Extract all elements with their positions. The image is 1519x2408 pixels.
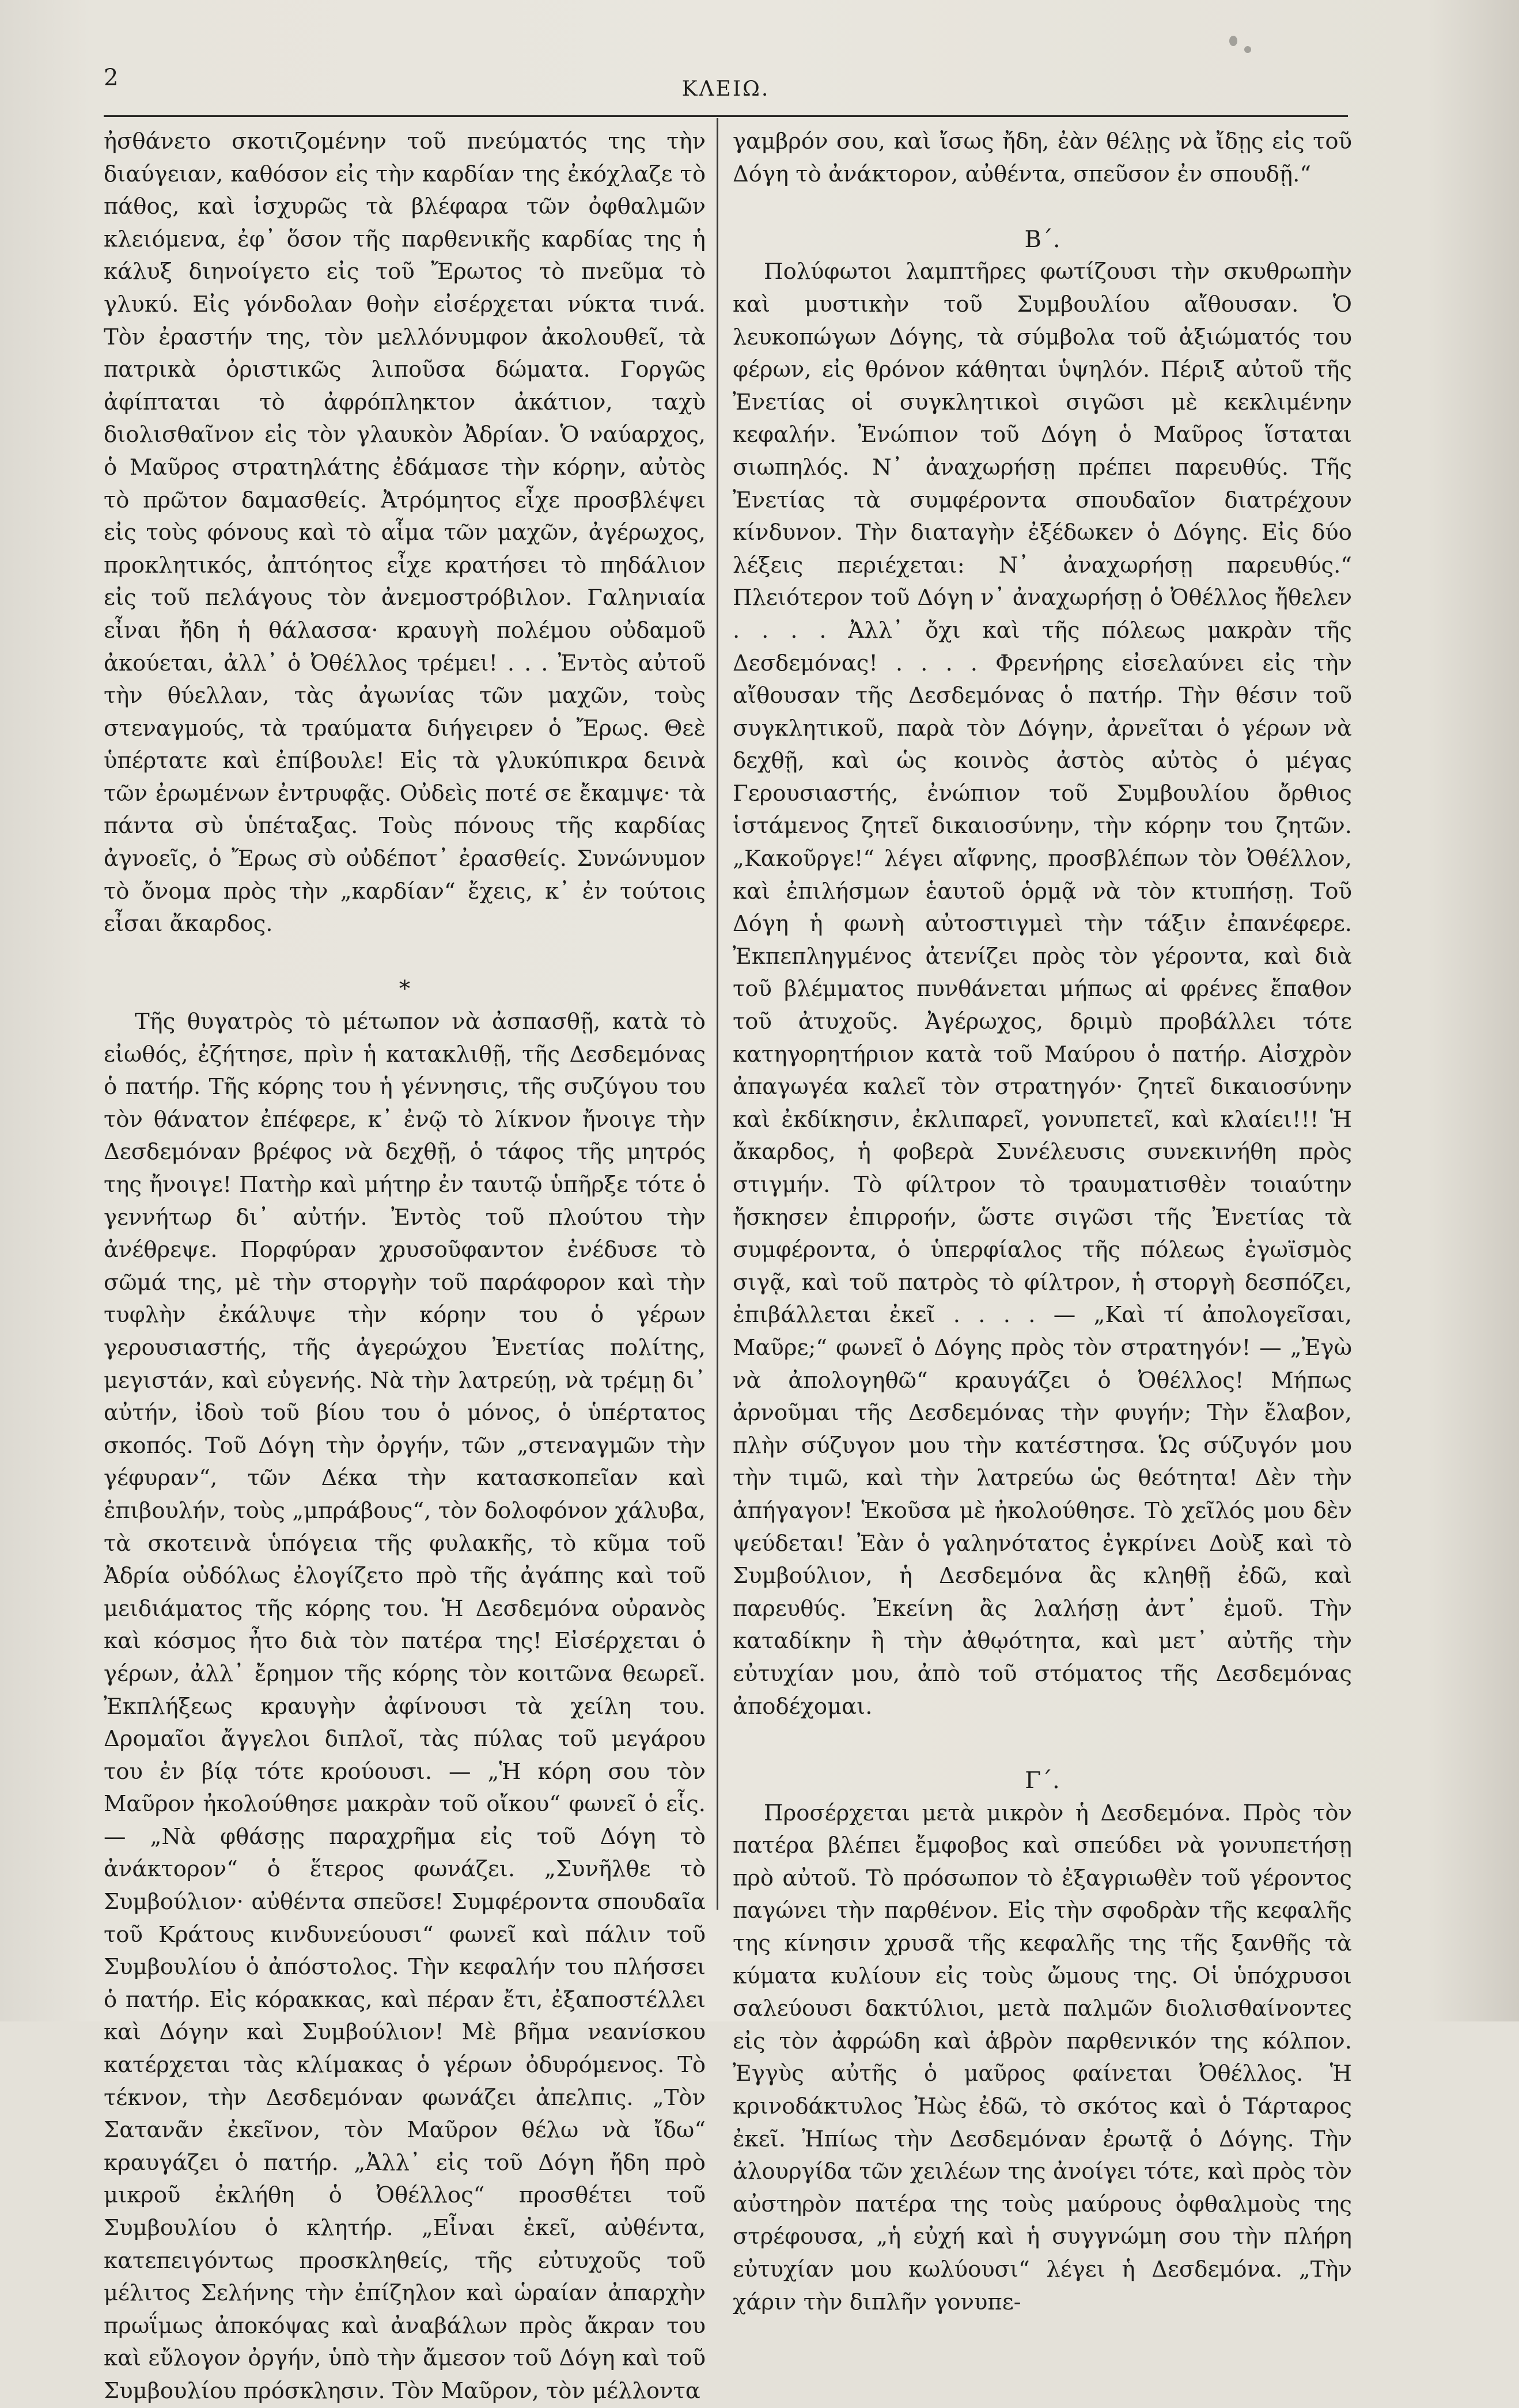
- header-rule: [104, 115, 1348, 117]
- spacer: [104, 941, 706, 974]
- column-divider: [717, 118, 718, 1910]
- section-heading-g: Γ΄.: [1025, 1767, 1060, 1794]
- right-paragraph-2: Πολύφωτοι λαμπτῆρες φωτίζουσι τὴν σκυθρωπὴν καὶ μυστικὴν τοῦ Συμβουλίου αἴθουσαν. Ὁ λευκοπώγων Δόγης, τὰ σύμβολα τοῦ ἀξιώματός του φέρων, εἰς θρόνον κάθηται ὑψηλόν. Πέριξ αὐτοῦ τῆς Ἐνετίας οἱ συγκλητικοὶ σιγῶσι μὲ κεκλιμένην κεφαλήν. Ἐνώπιον τοῦ Δόγη ὁ Μαῦρος ἵσταται σιωπηλός. Ν᾽ ἀναχωρήσῃ πρέπει παρευθύς. Τῆς Ἐνετίας τὰ συμφέροντα σπουδαῖον διατρέχουν κίνδυνον. Τὴν διαταγὴν ἐξέδωκεν ὁ Δόγης. Εἰς δύο λέξεις περιέχεται: Ν᾽ ἀναχωρήσῃ παρευθύς.“ Πλειότερον τοῦ Δόγη ν᾽ ἀναχωρήσῃ ὁ Ὀθέλλος ἤθελεν . . . . Ἀλλ᾽ ὄχι καὶ τῆς πόλεως μακρὰν τῆς Δεσδεμόνας! . . . . Φρενήρης εἰσελαύνει εἰς τὴν αἴθουσαν τῆς Δεσδεμόνας ὁ πατήρ. Τὴν θέσιν τοῦ συγκλητικοῦ, παρὰ τὸν Δόγην, ἀρνεῖται ὁ γέρων νὰ δεχθῇ, καὶ ὡς κοινὸς ἀστὸς αὐτὸς ὁ μέγας Γερουσιαστής, ἐνώπιον τοῦ Συμβουλίου ὄρθιος ἱστάμενος ζητεῖ δικαιοσύνην, τὴν κόρην του ζητῶν. „Κακοῦργε!“ λέγει αἴφνης, προσβλέπων τὸν Ὀθέλλον, καὶ ἐπιλήσμων ἑαυτοῦ ὁρμᾷ νὰ τὸν κτυπήσῃ. Τοῦ Δόγη ἡ φωνὴ αὐτοστιγμεὶ τὴν τάξιν ἐπανέφερε. Ἐκπεπληγμένος ἀτενίζει πρὸς τὸν γέροντα, καὶ διὰ τοῦ βλέμματος πυνθάνεται μήπως αἱ φρένες ἔπαθον τοῦ ἀτυχοῦς. Ἀγέρωχος, δριμὺ προβάλλει τότε κατηγορητήριον κατὰ τοῦ Μαύρου ὁ πατήρ. Αἰσχρὸν ἀπαγωγέα καλεῖ τὸν στρατηγόν· ζητεῖ δικαιοσύνην καὶ ἐκδίκησιν, ἐκλιπαρεῖ, γονυπετεῖ, καὶ κλαίει!!! Ἡ ἄκαρδος, ἡ φοβερὰ Συνέλευσις συνεκινήθη πρὸς στιγμήν. Τὸ φίλτρον τὸ τραυματισθὲν τοιαύτην ἤσκησεν ἐπιρροήν, ὥστε σιγῶσι τῆς Ἐνετίας τὰ συμφέροντα, ὁ ὑπερφίαλος τῆς πόλεως ἐγωϊσμὸς σιγᾷ, καὶ τοῦ πατρὸς τὸ φίλτρον, ἡ στοργὴ δεσπόζει, ἐπιβάλλεται ἐκεῖ . . . . — „Καὶ τί ἀπολογεῖσαι, Μαῦρε;“ φωνεῖ ὁ Δόγης πρὸς τὸν στρατηγόν! — „Ἐγὼ νὰ ἀπολογηθῶ“ κραυγάζει ὁ Ὀθέλλος! Μήπως ἀρνοῦμαι τῆς Δεσδεμόνας τὴν φυγήν; Τὴν ἔλαβον, πλὴν σύζυγον μου τὴν κατέστησα. Ὡς σύζυγόν μου τὴν τιμῶ, καὶ τὴν λατρεύω ὡς θεότητα! Δὲν τὴν ἀπήγαγον! Ἑκοῦσα μὲ ἠκολούθησε. Τὸ χεῖλός μου δὲν ψεύδεται! Ἐὰν ὁ γαληνότατος ἐγκρίνει Δοὺξ καὶ τὸ Συμβούλιον, ἡ Δεσδεμόνα ἂς κληθῇ ἐδῶ, καὶ παρευθύς. Ἐκείνη ἂς λαλήσῃ ἀντ᾽ ἐμοῦ. Τὴν καταδίκην ἢ τὴν ἀθῳότητα, καὶ μετ᾽ αὐτῆς τὴν εὐτυχίαν μου, ἀπὸ τοῦ στόματος τῆς Δεσδεμόνας ἀποδέχομαι.: [733, 259, 1352, 1720]
- page-header: [98, 65, 1354, 99]
- right-paragraph-3: Προσέρχεται μετὰ μικρὸν ἡ Δεσδεμόνα. Πρὸς τὸν πατέρα βλέπει ἔμφοβος καὶ σπεύδει νὰ γονυπετήσῃ πρὸ αὐτοῦ. Τὸ πρόσωπον τὸ ἐξαγριωθὲν τοῦ γέροντος παγώνει τὴν παρθένον. Εἰς τὴν σφοδρὰν τῆς κεφαλῆς της κίνησιν χρυσᾶ τῆς κεφαλῆς της τῆς ξανθῆς τὰ κύματα κυλίουν εἰς τοὺς ὤμους της. Οἱ ὑπόχρυσοι σαλεύουσι δακτύλιοι, μετὰ παλμῶν διολισθαίνοντες εἰς τὸν ἀφρώδη καὶ ἁβρὸν παρθενικόν της κόλπον. Ἐγγὺς αὐτῆς ὁ μαῦρος φαίνεται Ὀθέλλος. Ἡ κρινοδάκτυλος Ἠὼς ἐδῶ, τὸ σκότος καὶ ὁ Τάρταρος ἐκεῖ. Ἠπίως τὴν Δεσδεμόναν ἐρωτᾷ ὁ Δόγης. Τὴν ἀλουργίδα τῶν χειλέων της ἀνοίγει τότε, καὶ πρὸς τὸν αὐστηρὸν πατέρα της τοὺς μαύρους ὀφθαλμοὺς της στρέφουσα, „ἡ εὐχή καὶ ἡ συγγνώμη σου τὴν πλήρη εὐτυχίαν μου κωλύουσι“ λέγει ἡ Δεσδεμόνα. „Τὴν χάριν τὴν διπλῆν γονυπε-: [733, 1800, 1352, 2315]
- page-number: 2: [104, 65, 119, 91]
- section-heading-b: Β΄.: [1024, 226, 1060, 253]
- right-column: [733, 126, 1352, 2319]
- left-paragraph-1: ἠσθάνετο σκοτιζομένην τοῦ πνεύματός της τὴν διαύγειαν, καθόσον εἰς τὴν καρδίαν της ἐκόχλαζε τὸ πάθος, καὶ ἰσχυρῶς τὰ βλέφαρα τῶν ὀφθαλμῶν κλειόμενα, ἐφ᾽ ὅσον τῆς παρθενικῆς καρδίας της ἡ κάλυξ διηνοίγετο εἰς τοῦ Ἔρωτος τὸ πνεῦμα τὸ γλυκύ. Εἰς γόνδολαν θοὴν εἰσέρχεται νύκτα τινά. Τὸν ἐραστήν της, τὸν μελλόνυμφον ἀκολουθεῖ, τὰ πατρικὰ ὀριστικῶς λιποῦσα δώματα. Γοργῶς ἀφίπταται τὸ ἀφρόπληκτον ἀκάτιον, ταχὺ διολισθαῖνον εἰς τὸν γλαυκὸν Ἀδρίαν. Ὁ ναύαρχος, ὁ Μαῦρος στρατηλάτης ἐδάμασε τὴν κόρην, αὐτὸς τὸ πρῶτον δαμασθείς. Ἀτρόμητος εἶχε προσβλέψει εἰς τοὺς φόνους καὶ τὸ αἷμα τῶν μαχῶν, ἀγέρωχος, προκλητικός, ἀπτόητος εἶχε κρατήσει τὸ πηδάλιον εἰς τοῦ πελάγους τὸν ἀνεμοστρόβιλον. Γαληνιαία εἶναι ἤδη ἡ θάλασσα· κραυγὴ πολέμου οὐδαμοῦ ἀκούεται, ἀλλ᾽ ὁ Ὀθέλλος τρέμει! . . . Ἐντὸς αὐτοῦ τὴν θύελλαν, τὰς ἀγωνίας τῶν μαχῶν, τοὺς στεναγμούς, τὰ τραύματα διήγειρεν ὁ Ἔρως. Θεὲ ὑπέρτατε καὶ ἐπίβουλε! Εἰς τὰ γλυκύπικρα δεινὰ τῶν ἐρωμένων ἐντρυφᾷς. Οὐδεὶς ποτέ σε ἔκαμψε· τὰ πάντα σὺ ὑπέταξας. Τοὺς πόνους τῆς καρδίας ἀγνοεῖς, ὁ Ἔρως σὺ οὐδέποτ᾽ ἐρασθείς. Συνώνυμον τὸ ὄνομα πρὸς τὴν „καρδίαν“ ἔχεις, κ᾽ ἐν τούτοις εἶσαι ἄκαρδος.: [104, 128, 706, 937]
- spacer: [733, 191, 1352, 224]
- ink-spot: [1244, 46, 1251, 53]
- section-separator: *: [399, 976, 411, 1002]
- spacer: [733, 1723, 1352, 1765]
- ink-spot: [1229, 36, 1237, 46]
- right-paragraph-1: γαμβρόν σου, καὶ ἴσως ἤδη, ἐὰν θέλῃς νὰ ἴδῃς εἰς τοῦ Δόγη τὸ ἀνάκτορον, αὐθέντα, σπεῦσον ἐν σπουδῇ.“: [733, 128, 1352, 187]
- left-paragraph-2: Τῆς θυγατρὸς τὸ μέτωπον νὰ ἀσπασθῇ, κατὰ τὸ εἰωθός, ἐζήτησε, πρὶν ἡ κατακλιθῇ, τῆς Δεσδεμόνας ὁ πατήρ. Τῆς κόρης του ἡ γέννησις, τῆς συζύγου του τὸν θάνατον ἐπέφερε, κ᾽ ἐνῷ τὸ λίκνον ἤνοιγε τὴν Δεσδεμόναν βρέφος νὰ δεχθῇ, ὁ τάφος τῆς μητρός της ἤνοιγε! Πατὴρ καὶ μήτηρ ἐν ταυτῷ ὑπῆρξε τότε ὁ γεννήτωρ δι᾽ αὐτήν. Ἐντὸς τοῦ πλούτου τὴν ἀνέθρεψε. Πορφύραν χρυσοῦφαντον ἐνέδυσε τὸ σῶμά της, μὲ τὴν στοργὴν τοῦ παράφορον καὶ τὴν τυφλὴν ἐκάλυψε τὴν κόρην του ὁ γέρων γερουσιαστής, τῆς ἀγερώχου Ἐνετίας πολίτης, μεγιστάν, καὶ εὐγενής. Νὰ τὴν λατρεύῃ, νὰ τρέμῃ δι᾽ αὐτήν, ἰδοὺ τοῦ βίου του ὁ μόνος, ὁ ὑπέρτατος σκοπός. Τοῦ Δόγη τὴν ὀργήν, τῶν „στεναγμῶν τὴν γέφυραν“, τῶν Δέκα τὴν κατασκοπεῖαν καὶ ἐπιβουλήν, τοὺς „μπράβους“, τὸν δολοφόνον χάλυβα, τὰ σκοτεινὰ ὑπόγεια τῆς φυλακῆς, τὸ κῦμα τοῦ Ἀδρία οὐδόλως ἐλογίζετο πρὸ τῆς ἀγάπης καὶ τοῦ μειδιάματος τῆς κόρης του. Ἡ Δεσδεμόνα οὐρανὸς καὶ κόσμος ἦτο διὰ τὸν πατέρα της! Εἰσέρχεται ὁ γέρων, ἀλλ᾽ ἔρημον τῆς κόρης τὸν κοιτῶνα θεωρεῖ. Ἐκπλήξεως κραυγὴν ἀφίνουσι τὰ χείλη του. Δρομαῖοι ἄγγελοι διπλοῖ, τὰς πύλας τοῦ μεγάρου του ἐν βίᾳ τότε κρούουσι. — „Ἡ κόρη σου τὸν Μαῦρον ἠκολούθησε μακρὰν τοῦ οἴκου“ φωνεῖ ὁ εἷς. — „Νὰ φθάσῃς παραχρῆμα εἰς τοῦ Δόγη τὸ ἀνάκτορον“ ὁ ἕτερος φωνάζει. „Συνῆλθε τὸ Συμβούλιον· αὐθέντα σπεῦσε! Συμφέροντα σπουδαῖα τοῦ Κράτους κινδυνεύουσι“ φωνεῖ καὶ πάλιν τοῦ Συμβουλίου ὁ ἀπόστολος. Τὴν κεφαλήν του πλήσσει ὁ πατήρ. Εἰς κόρακκας, καὶ πέραν ἔτι, ἐξαποστέλλει καὶ Δόγην καὶ Συμβούλιον! Μὲ βῆμα νεανίσκου κατέρχεται τὰς κλίμακας ὁ γέρων ὀδυρόμενος. Τὸ τέκνον, τὴν Δεσδεμόναν φωνάζει ἀπελπις. „Τὸν Σατανᾶν ἐκεῖνον, τὸν Μαῦρον θέλω νὰ ἴδω“ κραυγάζει ὁ πατήρ. „Ἀλλ᾽ εἰς τοῦ Δόγη ἤδη πρὸ μικροῦ ἐκλήθη ὁ Ὀθέλλος“ προσθέτει τοῦ Συμβουλίου ὁ κλητήρ. „Εἶναι ἐκεῖ, αὐθέντα, κατεπειγόντως προσκληθείς, τῆς εὐτυχοῦς τοῦ μέλιτος Σελήνης τὴν ἐπίζηλον καὶ ὡραίαν ἀπαρχὴν πρωΐμως ἀποκόψας καὶ ἀναβάλων πρὸς ἄκραν του καὶ εὔλογον ὀργήν, ὑπὸ τὴν ἄμεσον τοῦ Δόγη καὶ τοῦ Συμβουλίου πρόσκλησιν. Τὸν Μαῦρον, τὸν μέλλοντα: [104, 1009, 706, 2404]
- journal-title: ΚΛΕΙΩ.: [681, 77, 770, 101]
- left-column: [104, 126, 706, 2408]
